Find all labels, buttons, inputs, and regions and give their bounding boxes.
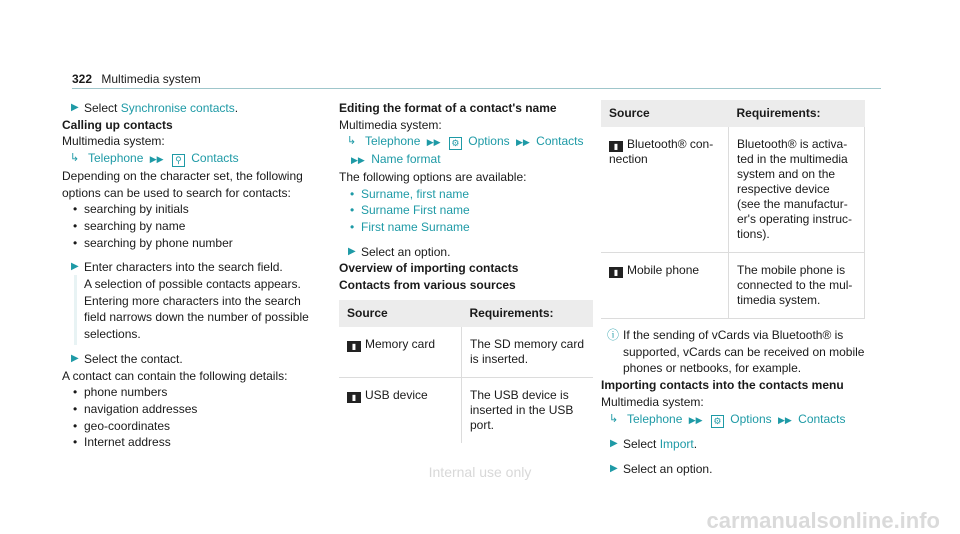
column-2 [339, 100, 593, 443]
overview-heading: Overview of importing contacts [339, 261, 519, 276]
nav-options[interactable]: Options [730, 411, 772, 426]
table-header-source: Source [601, 100, 729, 127]
chevron-right-icon: ▶▶ [149, 154, 164, 165]
return-arrow-icon: ↳ [70, 152, 80, 165]
list-item: • searching by initials [62, 201, 314, 218]
step-select-contact: ▶ Select the contact. [71, 351, 183, 366]
search-icon: ⚲ [172, 154, 185, 167]
multimedia-system-label: Multimedia system: [601, 394, 704, 409]
list-item: • geo-coordinates [62, 418, 314, 435]
step-arrow-icon: ▶ [610, 438, 618, 450]
chevron-right-icon: ▶▶ [515, 137, 530, 148]
multimedia-system-label: Multimedia system: [62, 134, 165, 149]
calling-heading: Calling up contacts [62, 117, 173, 132]
nav-telephone[interactable]: Telephone [627, 411, 683, 426]
nav-contacts[interactable]: Contacts [536, 134, 584, 149]
chevron-right-icon: ▶▶ [688, 414, 703, 425]
list-item: • Internet address [62, 434, 314, 451]
step-arrow-icon: ▶ [71, 352, 79, 364]
list-item: • phone numbers [62, 384, 314, 401]
list-item: • searching by name [62, 218, 314, 235]
step-arrow-icon: ▶ [348, 245, 356, 257]
return-arrow-icon: ↳ [609, 412, 619, 425]
watermark: Internal use only [428, 464, 532, 480]
step-select-option: ▶ Select an option. [348, 244, 451, 259]
following-options: The following options are available: [339, 169, 527, 184]
nav-path-2 [339, 151, 593, 169]
page-number: 322 [72, 72, 93, 86]
info-icon: ⓘ [607, 328, 620, 342]
header-rule [72, 88, 881, 89]
synchronise-contacts-link[interactable]: Synchronise contacts [120, 101, 235, 115]
table-row: ▮ Memory card The SD memory card is inserted. [339, 327, 593, 378]
list-item[interactable]: • First name Surname [339, 219, 593, 236]
gear-icon: ⚙ [449, 137, 462, 150]
charset-text: Depending on the character set, the following options can be used to search for contacts: [62, 168, 303, 200]
bluetooth-icon: ▮ [609, 141, 623, 152]
table-row: ▮ USB device The USB device is inserted in the USB port. [339, 377, 593, 443]
info-note: ⓘ If the sending of vCards via Bluetooth® is supported, vCards can be received on mobile phones or netbooks, for example. [607, 328, 865, 376]
site-watermark: carmanualsonline.info [706, 508, 940, 533]
chevron-right-icon: ▶▶ [426, 137, 441, 148]
table-header-req: Requirements: [462, 300, 594, 327]
nav-contacts[interactable]: Contacts [191, 151, 239, 166]
mobile-phone-icon: ▮ [609, 267, 623, 278]
contact-details-intro: A contact can contain the following details: [62, 368, 288, 383]
column-3 [601, 100, 881, 478]
step-arrow-icon: ▶ [610, 462, 618, 474]
nav-telephone[interactable]: Telephone [88, 151, 144, 166]
nav-telephone[interactable]: Telephone [365, 134, 421, 149]
list-item[interactable]: • Surname First name [339, 202, 593, 219]
chevron-right-icon: ▶▶ [777, 414, 792, 425]
return-arrow-icon: ↳ [347, 135, 357, 148]
nav-path [339, 133, 593, 151]
page-header [72, 72, 201, 86]
nav-path [601, 411, 881, 429]
table-row: ▮ Mobile phone The mobile phone is connected to the mul-timedia system. [601, 253, 865, 319]
step-select-import: ▶ Select Import. [610, 437, 698, 452]
table-header-source: Source [339, 300, 462, 327]
usb-icon: ▮ [347, 392, 361, 403]
list-item[interactable]: • Surname, first name [339, 186, 593, 203]
table-header-req: Requirements: [729, 100, 865, 127]
nav-name-format[interactable]: Name format [371, 152, 441, 167]
section-title: Multimedia system [101, 72, 201, 86]
column-1 [62, 100, 314, 451]
table-row: ▮ Bluetooth® con-nection Bluetooth® is activa-ted in the multimedia system and on the respective device (see the manufactur-er's operating instruc-tions). [601, 127, 865, 253]
step-bar [74, 275, 77, 345]
list-item: • searching by phone number [62, 235, 314, 252]
step-arrow-icon: ▶ [71, 102, 79, 113]
step-arrow-icon: ▶ [71, 261, 79, 273]
import-link[interactable]: Import [659, 437, 694, 452]
step-enter-chars: ▶ Enter characters into the search field. A selection of possible contacts appears. Entering more characters into the search field narrows down the number of possible selections. [62, 259, 314, 343]
sources-table-continued [601, 100, 865, 319]
step-select-sync: ▶ Select Synchronise contacts. [71, 101, 239, 115]
editing-heading: Editing the format of a contact's name [339, 101, 557, 115]
nav-path [62, 150, 314, 168]
importing-heading: Importing contacts into the contacts menu [601, 378, 844, 393]
sources-heading: Contacts from various sources [339, 278, 516, 293]
step-select-option: ▶ Select an option. [610, 461, 713, 476]
multimedia-system-label: Multimedia system: [339, 117, 442, 132]
selection-text: A selection of possible contacts appears. Entering more characters into the search field narrows down the number of possible selections. [84, 277, 309, 342]
nav-contacts[interactable]: Contacts [798, 411, 846, 426]
gear-icon: ⚙ [711, 415, 724, 428]
nav-options[interactable]: Options [468, 134, 510, 149]
sd-card-icon: ▮ [347, 341, 361, 352]
sources-table [339, 300, 593, 443]
list-item: • navigation addresses [62, 401, 314, 418]
chevron-right-icon: ▶▶ [351, 155, 365, 166]
